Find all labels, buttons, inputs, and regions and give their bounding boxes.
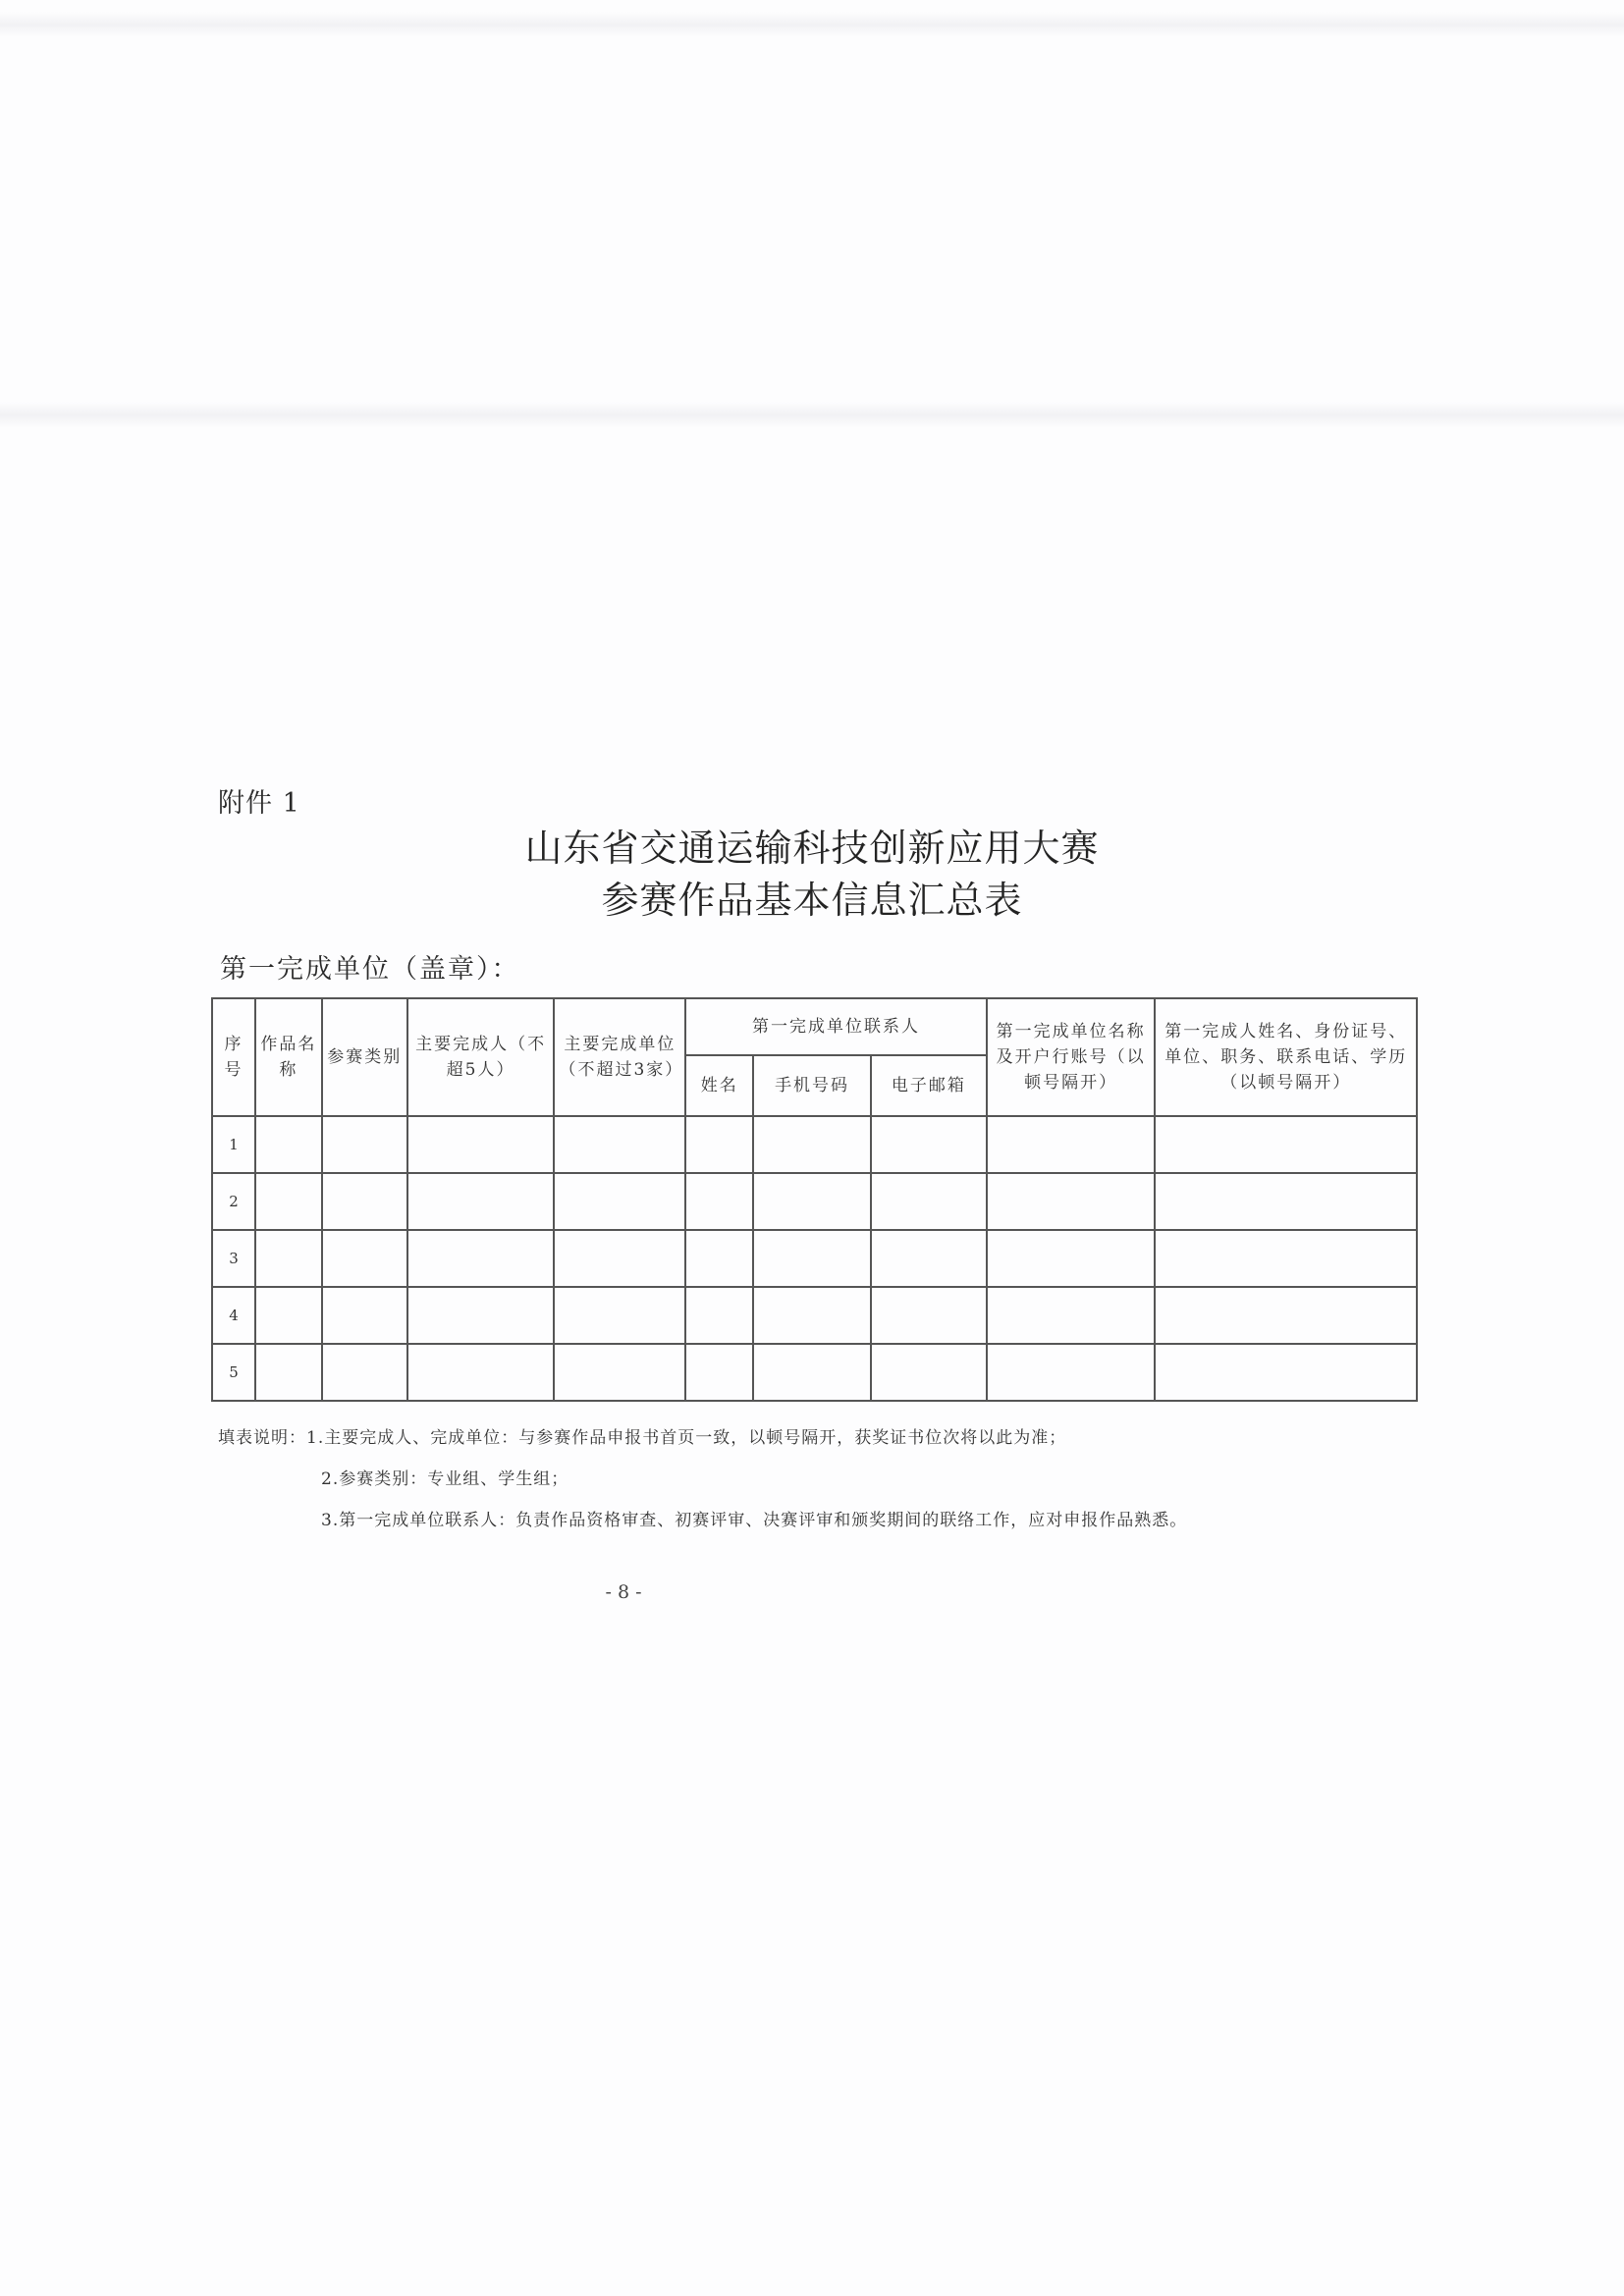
cell-unit-bank[interactable]	[987, 1116, 1156, 1173]
cell-category[interactable]	[322, 1344, 407, 1401]
cell-person-info[interactable]	[1155, 1344, 1417, 1401]
header-contact-name: 姓名	[685, 1055, 753, 1116]
instruction-item-1	[218, 1417, 1187, 1459]
attachment-label: 附件 1	[218, 788, 300, 819]
cell-contact-email[interactable]	[871, 1344, 987, 1401]
cell-contact-name[interactable]	[685, 1287, 753, 1344]
table-row	[212, 1230, 1417, 1287]
header-work-name: 作品名称	[255, 998, 322, 1116]
cell-person-info[interactable]	[1155, 1230, 1417, 1287]
cell-contact-email[interactable]	[871, 1173, 987, 1230]
header-contact-email: 电子邮箱	[871, 1055, 987, 1116]
cell-contact-name[interactable]	[685, 1344, 753, 1401]
cell-contact-email[interactable]	[871, 1116, 987, 1173]
cell-contact-phone[interactable]	[753, 1287, 871, 1344]
header-unit-bank: 第一完成单位名称及开户行账号（以顿号隔开）	[987, 998, 1156, 1116]
cell-category[interactable]	[322, 1287, 407, 1344]
header-person-info: 第一完成人姓名、身份证号、单位、职务、联系电话、学历（以顿号隔开）	[1155, 998, 1417, 1116]
header-main-units: 主要完成单位（不超过3家）	[554, 998, 685, 1116]
cell-main-persons[interactable]	[407, 1173, 555, 1230]
fill-instructions	[218, 1417, 1187, 1541]
scan-artifact	[0, 12, 1624, 37]
header-seq: 序号	[212, 998, 255, 1116]
row-index: 1	[212, 1116, 255, 1173]
cell-main-units[interactable]	[554, 1173, 685, 1230]
row-index: 2	[212, 1173, 255, 1230]
cell-unit-bank[interactable]	[987, 1287, 1156, 1344]
cell-category[interactable]	[322, 1230, 407, 1287]
cell-contact-email[interactable]	[871, 1287, 987, 1344]
header-main-persons: 主要完成人（不超5人）	[407, 998, 555, 1116]
cell-main-units[interactable]	[554, 1116, 685, 1173]
cell-work-name[interactable]	[255, 1116, 322, 1173]
first-unit-seal-label: 第一完成单位（盖章）：	[220, 954, 520, 985]
cell-work-name[interactable]	[255, 1344, 322, 1401]
cell-work-name[interactable]	[255, 1287, 322, 1344]
document-title-line2: 参赛作品基本信息汇总表	[601, 879, 1023, 922]
cell-person-info[interactable]	[1155, 1173, 1417, 1230]
cell-unit-bank[interactable]	[987, 1230, 1156, 1287]
cell-contact-phone[interactable]	[753, 1173, 871, 1230]
cell-unit-bank[interactable]	[987, 1173, 1156, 1230]
header-category: 参赛类别	[322, 998, 407, 1116]
cell-person-info[interactable]	[1155, 1287, 1417, 1344]
cell-contact-phone[interactable]	[753, 1116, 871, 1173]
cell-main-persons[interactable]	[407, 1287, 555, 1344]
summary-table	[211, 997, 1418, 1402]
instruction-item-2: 2.参赛类别：专业组、学生组；	[321, 1469, 569, 1489]
header-contact-group: 第一完成单位联系人	[685, 998, 986, 1055]
table-row	[212, 1173, 1417, 1230]
row-index: 4	[212, 1287, 255, 1344]
page-number: - 8 -	[605, 1581, 642, 1603]
cell-person-info[interactable]	[1155, 1116, 1417, 1173]
cell-contact-email[interactable]	[871, 1230, 987, 1287]
instruction-prefix: 填表说明：	[218, 1428, 306, 1448]
table-row	[212, 1116, 1417, 1173]
cell-contact-phone[interactable]	[753, 1344, 871, 1401]
instruction-item-3: 3.第一完成单位联系人：负责作品资格审查、初赛评审、决赛评审和颁奖期间的联络工作，应对申报作品熟悉。	[321, 1511, 1188, 1530]
cell-contact-phone[interactable]	[753, 1230, 871, 1287]
cell-work-name[interactable]	[255, 1230, 322, 1287]
cell-work-name[interactable]	[255, 1173, 322, 1230]
row-index: 5	[212, 1344, 255, 1401]
cell-unit-bank[interactable]	[987, 1344, 1156, 1401]
cell-category[interactable]	[322, 1116, 407, 1173]
cell-main-persons[interactable]	[407, 1116, 555, 1173]
cell-category[interactable]	[322, 1173, 407, 1230]
instruction-text: 1.主要完成人、完成单位：与参赛作品申报书首页一致，以顿号隔开，获奖证书位次将以此为准；	[306, 1428, 1067, 1448]
cell-main-units[interactable]	[554, 1344, 685, 1401]
cell-main-units[interactable]	[554, 1287, 685, 1344]
cell-contact-name[interactable]	[685, 1173, 753, 1230]
scan-artifact	[0, 402, 1624, 428]
table-row	[212, 1287, 1417, 1344]
cell-contact-name[interactable]	[685, 1230, 753, 1287]
document-title-line1: 山东省交通运输科技创新应用大赛	[524, 827, 1100, 870]
cell-contact-name[interactable]	[685, 1116, 753, 1173]
cell-main-persons[interactable]	[407, 1344, 555, 1401]
cell-main-units[interactable]	[554, 1230, 685, 1287]
row-index: 3	[212, 1230, 255, 1287]
header-contact-phone: 手机号码	[753, 1055, 871, 1116]
table-row	[212, 1344, 1417, 1401]
cell-main-persons[interactable]	[407, 1230, 555, 1287]
